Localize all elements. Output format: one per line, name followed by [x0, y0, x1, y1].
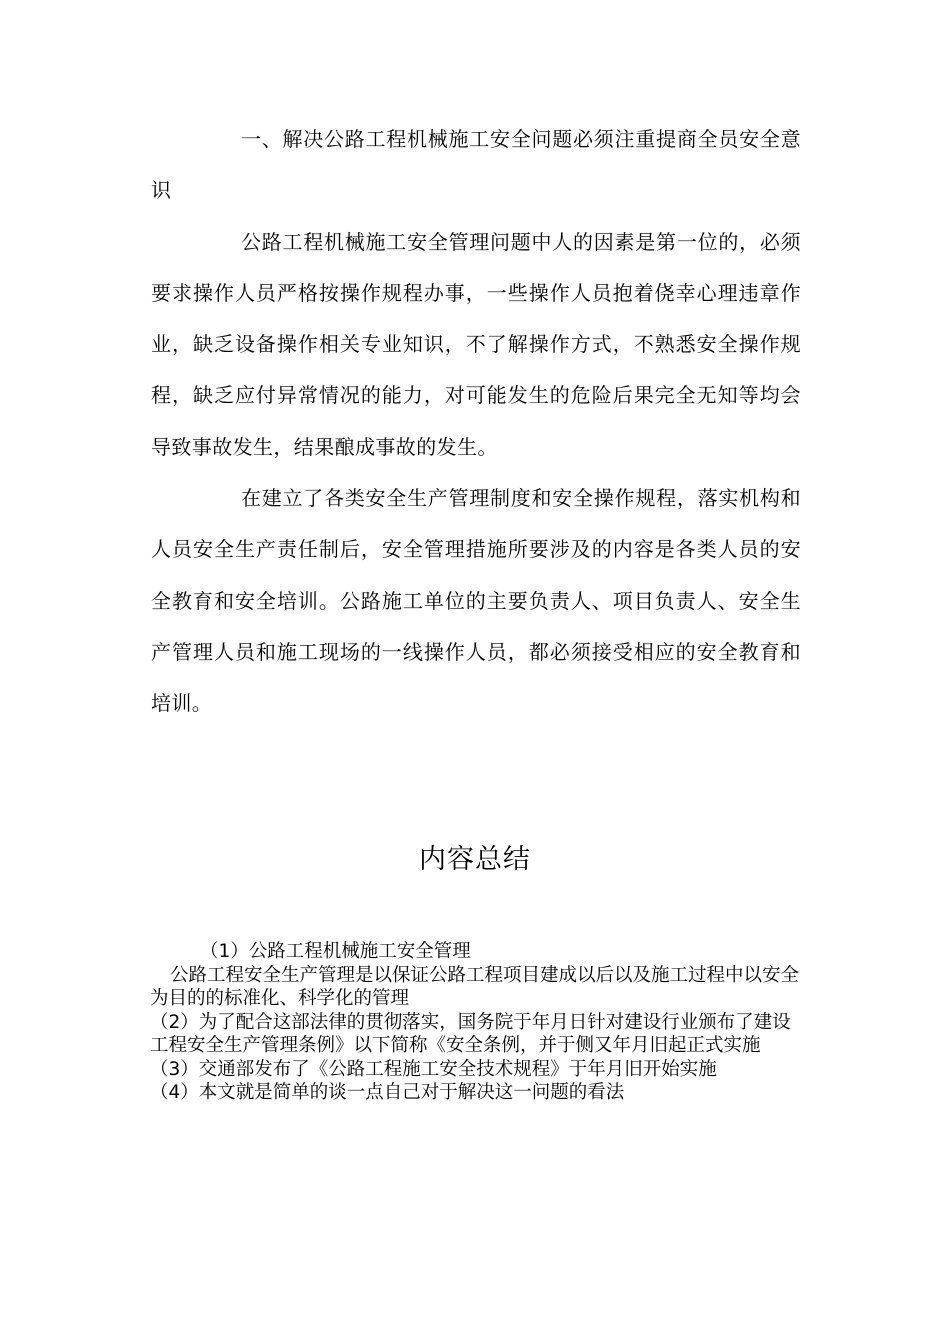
body-paragraph-2: 在建立了各类安全生产管理制度和安全操作规程，落实机构和人员安全生产责任制后，安全管理措施所要涉及的内容是各类人员的安全教育和安全培训。公路施工单位的主要负责人、项目负责人、安全生产管理人员和施工现场的一线操作人员，都必须接受相应的安全教育和培训。	[151, 486, 801, 716]
summary-item-3: （3）交通部发布了《公路工程施工安全技术规程》于年月旧开始实施	[150, 1058, 717, 1080]
body-paragraph-1: 公路工程机械施工安全管理问题中人的因素是第一位的，必须要求操作人员严格按操作规程办事，一些操作人员抱着侥幸心理违章作业，缺乏设备操作相关专业知识，不了解操作方式，不熟悉安全操作规程，缺乏应付异常情况的能力，对可能发生的危险后果完全无知等均会导致事故发生，结果酿成事故的发生。	[151, 229, 801, 459]
summary-title: 内容总结	[419, 844, 531, 875]
main-body	[151, 114, 801, 730]
summary-item-4: （4）本文就是简单的谈一点自己对于解决这一问题的看法	[150, 1082, 625, 1103]
summary-item-1-title: （1）公路工程机械施工安全管理	[200, 941, 471, 962]
section-heading: 一、解决公路工程机械施工安全问题必须注重提商全员安全意识	[151, 127, 801, 203]
summary-section	[150, 940, 800, 1105]
summary-item-2: （2）为了配合这部法律的贯彻落实，国务院于年月日针对建设行业颁布了建设工程安全生产管理条例》以下简称《安全条例，并于侧又年月旧起正式实施	[150, 1011, 791, 1056]
summary-item-1-body: 公路工程安全生产管理是以保证公路工程项目建成以后以及施工过程中以安全为目的的标准化、科学化的管理	[150, 964, 800, 1009]
